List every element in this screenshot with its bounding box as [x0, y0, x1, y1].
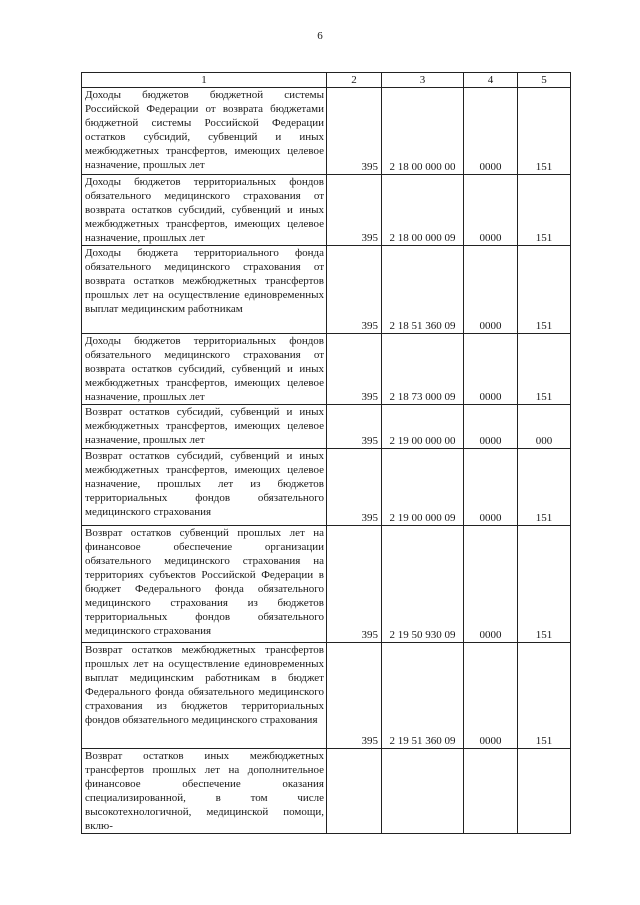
row-admin-code: 395	[327, 175, 382, 246]
row-admin-code: 395	[327, 334, 382, 405]
row-admin-code: 395	[327, 88, 382, 175]
column-header: 1	[82, 73, 327, 88]
row-admin-code	[327, 749, 382, 834]
row-program-code: 0000	[464, 526, 518, 643]
row-admin-code: 395	[327, 526, 382, 643]
row-kosgu-code: 151	[518, 246, 571, 334]
row-budget-code: 2 19 00 000 09	[382, 449, 464, 526]
row-kosgu-code	[518, 749, 571, 834]
table-row	[82, 334, 571, 405]
table-row	[82, 643, 571, 749]
row-program-code: 0000	[464, 88, 518, 175]
table-row	[82, 175, 571, 246]
row-kosgu-code: 151	[518, 175, 571, 246]
table-row	[82, 526, 571, 643]
row-kosgu-code: 151	[518, 88, 571, 175]
row-admin-code: 395	[327, 643, 382, 749]
row-program-code: 0000	[464, 405, 518, 449]
row-kosgu-code: 151	[518, 334, 571, 405]
row-budget-code: 2 19 50 930 09	[382, 526, 464, 643]
row-description: Возврат остатков межбюджетных трансфертов прошлых лет на осуществление единовременных выплат медицинским работникам в бюджет Федерального фонда обязательного медицинского страхования из бюджетов территориальных фондов обязательного медицинского страхования	[82, 643, 327, 749]
row-program-code: 0000	[464, 175, 518, 246]
table-row	[82, 449, 571, 526]
table-row	[82, 405, 571, 449]
row-program-code: 0000	[464, 334, 518, 405]
row-program-code: 0000	[464, 643, 518, 749]
table-row	[82, 246, 571, 334]
row-admin-code: 395	[327, 449, 382, 526]
row-description: Возврат остатков субсидий, субвенций и иных межбюджетных трансфертов, имеющих целевое назначение, прошлых лет из бюджетов территориальных фондов обязательного медицинского страхования	[82, 449, 327, 526]
table-header-row	[82, 73, 571, 88]
row-description: Доходы бюджетов бюджетной системы Российской Федерации от возврата бюджетами бюджетной системы Российской Федерации остатков субсидий, субвенций и иных межбюджетных трансфертов, имеющих целевое назначение, прошлых лет	[82, 88, 327, 175]
row-description: Возврат остатков субсидий, субвенций и иных межбюджетных трансфертов, имеющих целевое назначение, прошлых лет	[82, 405, 327, 449]
page-number: 6	[317, 30, 323, 42]
row-description: Возврат остатков субвенций прошлых лет на финансовое обеспечение организации обязательного медицинского страхования на территориях субъектов Российской Федерации в бюджет Федерального фонда обязательного медицинского страхования из бюджетов территориальных фондов обязательного медицинского страхования	[82, 526, 327, 643]
row-kosgu-code: 151	[518, 526, 571, 643]
table-row	[82, 749, 571, 834]
row-budget-code: 2 18 73 000 09	[382, 334, 464, 405]
row-budget-code: 2 19 51 360 09	[382, 643, 464, 749]
column-header: 2	[327, 73, 382, 88]
row-budget-code	[382, 749, 464, 834]
row-description: Доходы бюджетов территориальных фондов обязательного медицинского страхования от возврата остатков субсидий, субвенций и иных межбюджетных трансфертов, имеющих целевое назначение, прошлых лет	[82, 175, 327, 246]
row-admin-code: 395	[327, 405, 382, 449]
row-program-code: 0000	[464, 449, 518, 526]
budget-classification-table	[81, 72, 571, 834]
row-kosgu-code: 151	[518, 449, 571, 526]
column-header: 3	[382, 73, 464, 88]
row-kosgu-code: 000	[518, 405, 571, 449]
column-header: 4	[464, 73, 518, 88]
row-description: Доходы бюджета территориального фонда обязательного медицинского страхования от возврата остатков межбюджетных трансфертов прошлых лет на осуществление единовременных выплат медицинским работникам	[82, 246, 327, 334]
row-budget-code: 2 18 00 000 00	[382, 88, 464, 175]
row-program-code	[464, 749, 518, 834]
row-budget-code: 2 18 00 000 09	[382, 175, 464, 246]
row-description: Возврат остатков иных межбюджетных трансфертов прошлых лет на дополнительное финансовое обеспечение оказания специализированной, в том числе высокотехнологичной, медицинской помощи, вклю-	[82, 749, 327, 834]
column-header: 5	[518, 73, 571, 88]
table-row	[82, 88, 571, 175]
row-kosgu-code: 151	[518, 643, 571, 749]
row-admin-code: 395	[327, 246, 382, 334]
row-budget-code: 2 18 51 360 09	[382, 246, 464, 334]
row-program-code: 0000	[464, 246, 518, 334]
row-description: Доходы бюджетов территориальных фондов обязательного медицинского страхования от возврата остатков субсидий, субвенций и иных межбюджетных трансфертов, имеющих целевое назначение, прошлых лет	[82, 334, 327, 405]
row-budget-code: 2 19 00 000 00	[382, 405, 464, 449]
